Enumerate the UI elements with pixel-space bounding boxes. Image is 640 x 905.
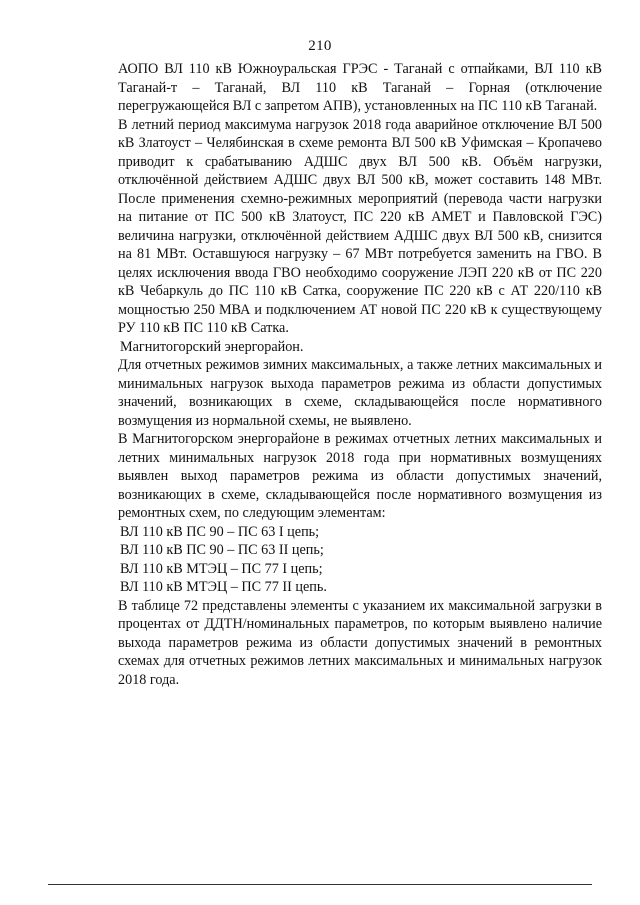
list-item-element: ВЛ 110 кВ ПС 90 – ПС 63 II цепь; <box>120 542 324 558</box>
list-item-element: ВЛ 110 кВ ПС 90 – ПС 63 I цепь; <box>120 523 320 540</box>
paragraph-reporting-modes: Для отчетных режимов зимних максимальных, а также летних максимальных и минимальных нагрузок выхода параметров режима из области допустимых значений, возникающих в схеме, складывающейся после нормативного возмущения из нормальной схемы, не выявлено. <box>118 357 602 429</box>
paragraph-summer-peak: В летний период максимума нагрузок 2018 года аварийное отключение ВЛ 500 кВ Златоуст – Челябинская в схеме ремонта ВЛ 500 кВ Уфимская – Кропачево приводит к срабатыванию АДШС двух ВЛ 500 кВ. Объём нагрузки, отключённой действием АДШС двух ВЛ 500 кВ, может составить 148 МВт. После применения схемно-режимных мероприятий (перевода части нагрузки на питание от ПС 500 кВ Златоуст, ПС 220 кВ АМЕТ и Павловской ГЭС) величина нагрузки, отключённой действием АДШС двух ВЛ 500 кВ, снизится на 81 МВт. Оставшуюся нагрузку – 67 МВт потребуется заменить на ГВО. В целях исключения ввода ГВО необходимо сооружение ЛЭП 220 кВ от ПС 220 кВ Чебаркуль до ПС 110 кВ Сатка, сооружение ПС 220 кВ с АТ 220/110 кВ мощностью 250 МВА и подключением АТ новой ПС 220 кВ к существующему РУ 110 кВ ПС 110 кВ Сатка. <box>118 116 602 336</box>
paragraph-table-reference: В таблице 72 представлены элементы с указанием их максимальной загрузки в процентах от ДДТН/номинальных параметров, по которым выявлено наличие выхода параметров режима из области допустимых значений в ремонтных схемах для отчетных режимов летних максимальных и минимальных нагрузок 2018 года. <box>118 597 602 688</box>
paragraph-magnitogorsk-violations: В Магнитогорском энергорайоне в режимах отчетных летних максимальных и летних минимальных нагрузок 2018 года при нормативных возмущениях выявлен выход параметров режима из области допустимых значений, возникающих в схеме, складывающейся после нормативного возмущения из ремонтных схем, по следующим элементам: <box>118 431 602 521</box>
section-heading-magnitogorsk: Магнитогорский энергорайон. <box>120 338 304 355</box>
page-number: 210 <box>308 38 332 54</box>
document-body <box>118 60 602 689</box>
bottom-divider <box>48 884 592 885</box>
list-item-element: ВЛ 110 кВ МТЭЦ – ПС 77 I цепь; <box>120 560 323 577</box>
list-item-element: ВЛ 110 кВ МТЭЦ – ПС 77 II цепь. <box>120 579 327 595</box>
paragraph-continuation: АОПО ВЛ 110 кВ Южноуральская ГРЭС - Таганай с отпайками, ВЛ 110 кВ Таганай-т – Таганай, ВЛ 110 кВ Таганай – Горная (отключение перегружающейся ВЛ с запретом АПВ), установленных на ПС 110 кВ Таганай. <box>118 61 602 114</box>
